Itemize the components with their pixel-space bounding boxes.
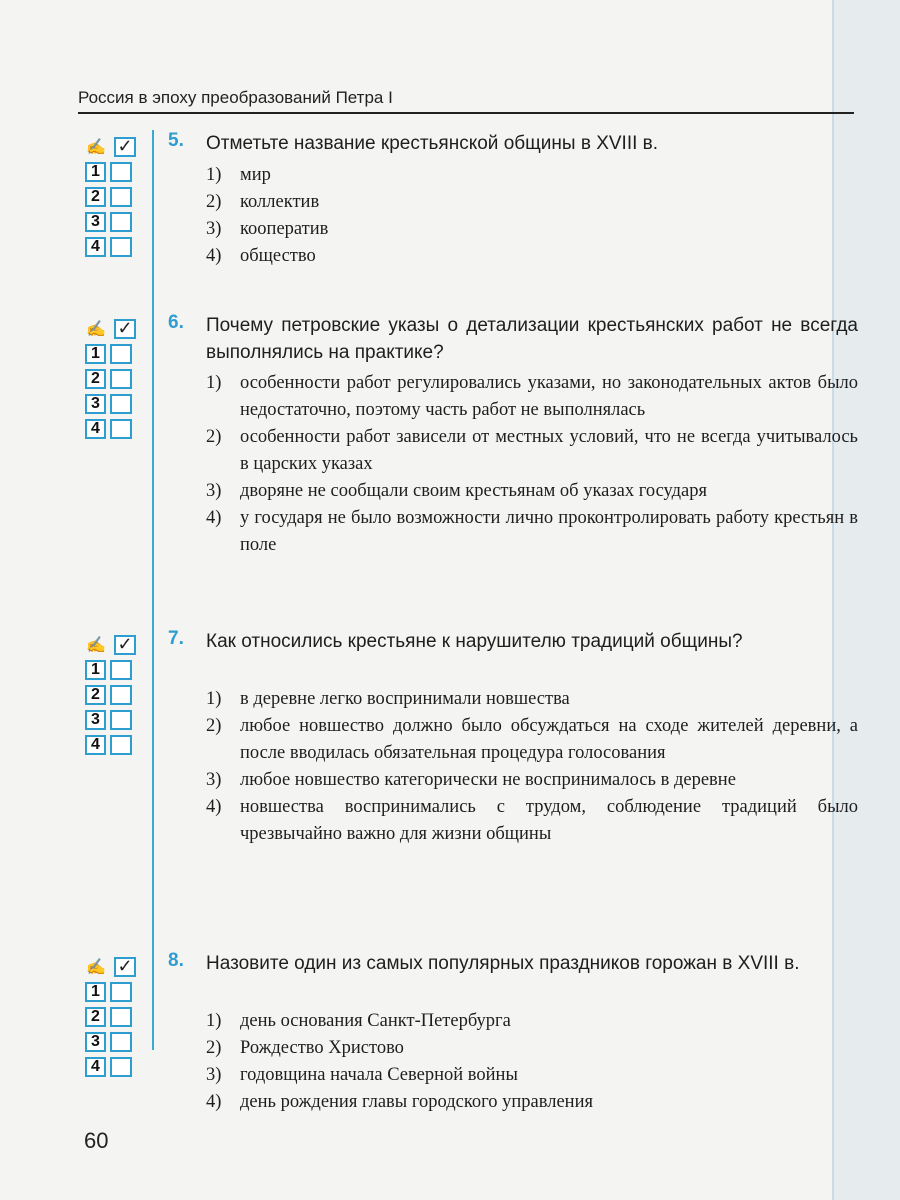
check-box[interactable] (114, 635, 136, 655)
option-text: коллектив (240, 192, 320, 212)
check-box[interactable] (114, 957, 136, 977)
pen-icon: ✍ (86, 636, 106, 654)
pen-icon: ✍ (86, 320, 106, 338)
answer-grid (82, 134, 142, 259)
answer-box[interactable] (110, 369, 132, 389)
option (206, 162, 858, 189)
option-num: 3) (206, 770, 222, 790)
option (206, 189, 858, 216)
question-text: Назовите один из самых популярных праздников горожан в XVIII в. (206, 953, 800, 974)
pen-icon: ✍ (86, 958, 106, 976)
option-num: 3) (206, 219, 222, 239)
option-text: особенности работ регулировались указами, но законодательных актов было недостаточно, поэтому часть работ не выполнялась (240, 373, 858, 420)
question-6 (82, 312, 862, 592)
option-text: у государя не было возможности лично проконтролировать работу крестьян в поле (240, 508, 858, 555)
option-number-box: 2 (85, 685, 106, 705)
option-text: день рождения главы городского управления (240, 1092, 593, 1112)
question-text: Отметьте название крестьянской общины в XVIII в. (206, 133, 659, 154)
options-list (206, 686, 858, 848)
header-title: Россия в эпоху преобразований Петра I (78, 88, 393, 107)
option-number-box: 2 (85, 1007, 106, 1027)
option-text: особенности работ зависели от местных условий, что не всегда учитывалось в царских указах (240, 427, 858, 474)
question-number: 8. (168, 950, 184, 971)
option (206, 794, 858, 848)
option-text: любое новшество категорически не воспринималось в деревне (240, 770, 736, 790)
option (206, 505, 858, 559)
option-text: общество (240, 246, 316, 266)
option-number-box: 4 (85, 237, 106, 257)
answer-grid (82, 632, 142, 757)
question-7 (82, 628, 862, 918)
question-text: Как относились крестьяне к нарушителю традиций общины? (206, 631, 743, 652)
answer-box[interactable] (110, 735, 132, 755)
options-list (206, 370, 858, 559)
option-number-box: 2 (85, 187, 106, 207)
option (206, 424, 858, 478)
option-text: день основания Санкт-Петербурга (240, 1011, 511, 1031)
option-num: 1) (206, 373, 222, 393)
option-number-box: 3 (85, 710, 106, 730)
option-num: 2) (206, 192, 222, 212)
question-number: 7. (168, 628, 184, 649)
option-num: 3) (206, 1065, 222, 1085)
option-text: любое новшество должно было обсуждаться на сходе жителей деревни, а после вводилась обязательная процедура голосования (240, 716, 858, 763)
option-number-box: 2 (85, 369, 106, 389)
option-text: кооператив (240, 219, 329, 239)
answer-box[interactable] (110, 187, 132, 207)
option-num: 1) (206, 689, 222, 709)
answer-box[interactable] (110, 982, 132, 1002)
option (206, 243, 858, 270)
option-num: 4) (206, 797, 222, 817)
answer-box[interactable] (110, 1007, 132, 1027)
option-number-box: 1 (85, 344, 106, 364)
option (206, 686, 858, 713)
option-num: 4) (206, 246, 222, 266)
option-number-box: 3 (85, 1032, 106, 1052)
check-icon: ✓ (117, 136, 133, 156)
option-text: новшества воспринимались с трудом, соблюдение традиций было чрезвычайно важно для жизни общины (240, 797, 858, 844)
options-list (206, 1008, 858, 1116)
options-list (206, 162, 858, 270)
check-icon: ✓ (117, 956, 133, 976)
option-number-box: 1 (85, 660, 106, 680)
option-number-box: 3 (85, 394, 106, 414)
option-num: 1) (206, 165, 222, 185)
option (206, 478, 858, 505)
check-box[interactable] (114, 137, 136, 157)
check-icon: ✓ (117, 634, 133, 654)
option (206, 1008, 858, 1035)
option-text: Рождество Христово (240, 1038, 404, 1058)
running-header (78, 88, 854, 114)
page-number: 60 (84, 1128, 109, 1153)
option (206, 713, 858, 767)
option-number-box: 4 (85, 1057, 106, 1077)
option-num: 3) (206, 481, 222, 501)
answer-box[interactable] (110, 685, 132, 705)
answer-box[interactable] (110, 344, 132, 364)
check-box[interactable] (114, 319, 136, 339)
question-text: Почему петровские указы о детализации крестьянских работ не всегда выполнялись на практике? (206, 315, 858, 363)
option-number-box: 1 (85, 982, 106, 1002)
pen-icon: ✍ (86, 138, 106, 156)
option-text: мир (240, 165, 271, 185)
option-number-box: 1 (85, 162, 106, 182)
answer-box[interactable] (110, 237, 132, 257)
check-icon: ✓ (117, 318, 133, 338)
option-number-box: 4 (85, 419, 106, 439)
option-num: 2) (206, 427, 222, 447)
option-num: 4) (206, 508, 222, 528)
answer-box[interactable] (110, 1057, 132, 1077)
option (206, 216, 858, 243)
question-number: 5. (168, 130, 184, 151)
option-num: 2) (206, 716, 222, 736)
answer-box[interactable] (110, 1032, 132, 1052)
option (206, 370, 858, 424)
option (206, 767, 858, 794)
answer-box[interactable] (110, 710, 132, 730)
answer-box[interactable] (110, 394, 132, 414)
question-number: 6. (168, 312, 184, 333)
option-text: дворяне не сообщали своим крестьянам об указах государя (240, 481, 708, 501)
option (206, 1062, 858, 1089)
option-num: 4) (206, 1092, 222, 1112)
answer-box[interactable] (110, 660, 132, 680)
option-num: 2) (206, 1038, 222, 1058)
answer-box[interactable] (110, 212, 132, 232)
question-8 (82, 950, 862, 1120)
answer-grid (82, 954, 142, 1079)
answer-grid (82, 316, 142, 441)
question-5 (82, 130, 862, 280)
option (206, 1035, 858, 1062)
option-text: годовщина начала Северной войны (240, 1065, 518, 1085)
option-text: в деревне легко воспринимали новшества (240, 689, 570, 709)
answer-box[interactable] (110, 162, 132, 182)
option-number-box: 4 (85, 735, 106, 755)
option (206, 1089, 858, 1116)
option-number-box: 3 (85, 212, 106, 232)
answer-box[interactable] (110, 419, 132, 439)
option-num: 1) (206, 1011, 222, 1031)
